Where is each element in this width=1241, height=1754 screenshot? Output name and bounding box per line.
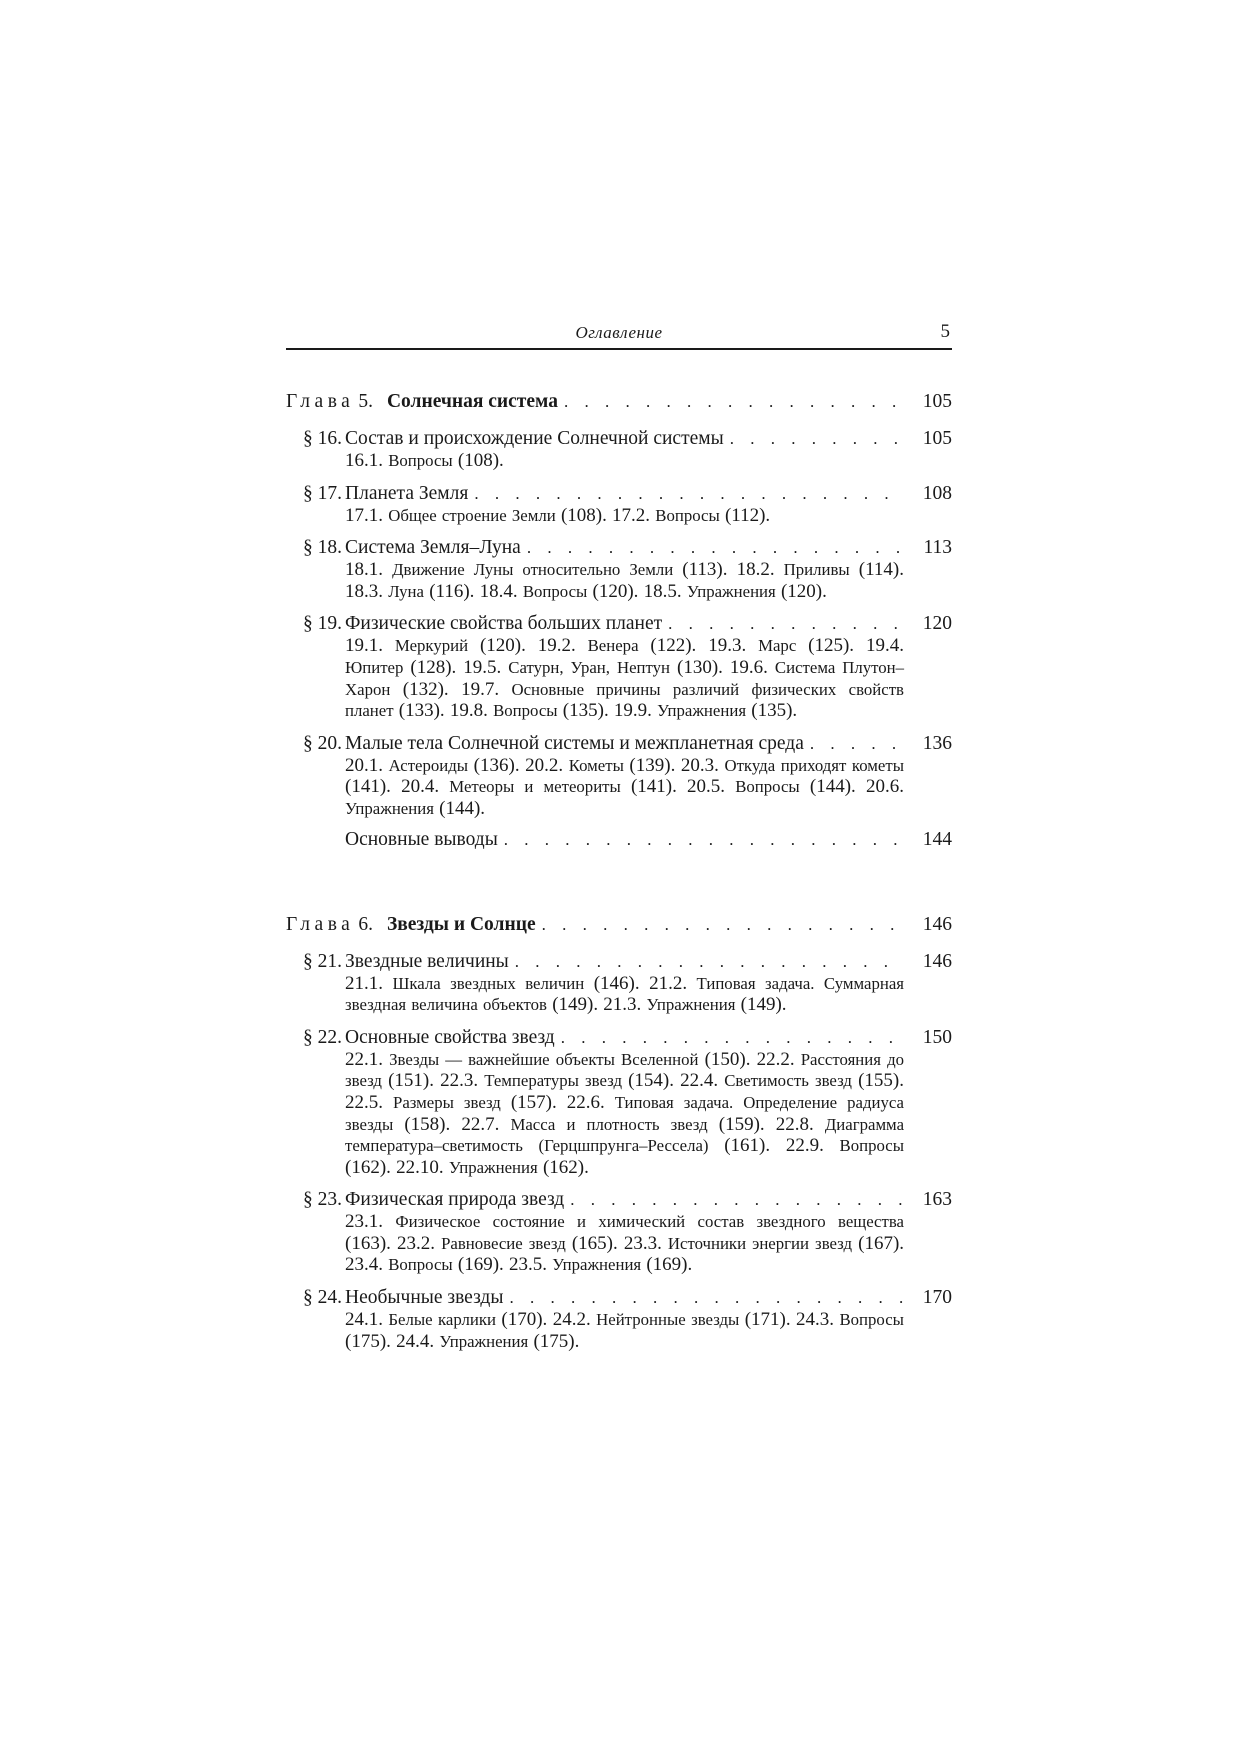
section-entry bbox=[286, 732, 952, 820]
dot-leader bbox=[542, 913, 904, 936]
subsection-number: 22.3. bbox=[440, 1070, 479, 1092]
subsection-page: (151). bbox=[388, 1070, 434, 1092]
subsection-page: (163). bbox=[345, 1232, 391, 1254]
subsection-title: Равновесие звезд bbox=[441, 1233, 566, 1253]
subsection-title: Вопросы bbox=[735, 777, 800, 797]
subsection-page: (170). bbox=[501, 1309, 548, 1331]
section-title: Основные свойства звезд bbox=[345, 1026, 555, 1048]
dot-leader bbox=[504, 828, 904, 851]
subsection-page: (133). bbox=[398, 700, 445, 722]
subsection-page: (136). bbox=[473, 754, 520, 776]
dot-leader bbox=[515, 950, 904, 973]
subsection-number: 19.1. bbox=[345, 635, 383, 657]
conclusion-entry bbox=[286, 828, 952, 851]
section-heading[interactable] bbox=[286, 536, 952, 559]
conclusion-heading[interactable] bbox=[286, 828, 952, 851]
subsection-page: (130). bbox=[677, 656, 723, 678]
subsection-number: 19.8. bbox=[449, 700, 488, 722]
section-heading[interactable] bbox=[286, 950, 952, 973]
section-title: Физическая природа звезд bbox=[345, 1189, 565, 1211]
subsection-title: Упражнения bbox=[345, 798, 434, 818]
subsection-number: 19.4. bbox=[865, 635, 904, 657]
subsection-title: Светимость звезд bbox=[724, 1071, 852, 1091]
subsection-number: 18.3. bbox=[345, 580, 383, 602]
chapter-number: 5. bbox=[358, 391, 373, 412]
subsection-page: (120). bbox=[780, 580, 827, 602]
subsection-title: Движение Луны относительно Земли bbox=[392, 560, 674, 580]
subsection-title: Меркурий bbox=[394, 636, 469, 656]
section-page: 146 bbox=[922, 950, 952, 972]
section-entry bbox=[286, 612, 952, 721]
subsection-page: (135). bbox=[562, 700, 609, 722]
subsection-number: 24.2. bbox=[552, 1309, 591, 1331]
subsection-title: Диаграмма температура–светимость (Герцшпрунга–Рессела) bbox=[345, 1114, 905, 1156]
subsection-number: 19.3. bbox=[708, 635, 747, 657]
chapter-page: 105 bbox=[922, 391, 952, 412]
subsection-page: (146). bbox=[593, 972, 640, 994]
chapter-heading[interactable] bbox=[286, 913, 952, 936]
section-number: § 17. bbox=[303, 482, 342, 504]
subsection-page: (116). bbox=[429, 580, 475, 602]
subsection-page: (144). bbox=[809, 776, 856, 798]
subsection-page: (108). bbox=[457, 450, 504, 471]
section-title: Планета Земля bbox=[345, 482, 469, 504]
subsection-title: Кометы bbox=[568, 755, 624, 775]
subsection-number: 22.10. bbox=[396, 1156, 444, 1178]
subsection-page: (157). bbox=[510, 1091, 557, 1113]
subsection-title: Луна bbox=[388, 581, 424, 601]
subsection-number: 20.1. bbox=[345, 754, 383, 776]
subsection-title: Расстояния до звезд bbox=[345, 1049, 904, 1091]
subsection-title: Вопросы bbox=[522, 581, 588, 601]
section-entry bbox=[286, 950, 952, 1016]
section-heading[interactable] bbox=[286, 732, 952, 755]
subsection-number: 17.2. bbox=[612, 504, 651, 526]
section-page: 136 bbox=[922, 732, 952, 754]
subsection-number: 20.3. bbox=[680, 754, 719, 776]
subsection-title: Вопросы bbox=[388, 451, 453, 470]
section-title: Состав и происхождение Солнечной системы bbox=[345, 428, 724, 449]
subsection-number: 16.1. bbox=[345, 450, 383, 471]
subsection-title: Юпитер bbox=[345, 657, 404, 677]
subsection-title: Температуры звезд bbox=[484, 1071, 622, 1091]
subsection-title: Астероиды bbox=[388, 755, 469, 775]
chapter-word: Глава bbox=[286, 391, 355, 412]
subsection-title: Упражнения bbox=[646, 995, 736, 1015]
page-number: 5 bbox=[940, 321, 950, 342]
section-page: 105 bbox=[922, 428, 952, 449]
subsection-page: (162). bbox=[542, 1156, 589, 1178]
chapter-block bbox=[286, 913, 952, 1353]
chapter-word: Глава bbox=[286, 913, 355, 935]
chapter-heading[interactable] bbox=[286, 390, 952, 413]
subsection-title: Звезды — важнейшие объекты Вселенной bbox=[389, 1049, 699, 1069]
subsection-page: (155). bbox=[858, 1070, 904, 1092]
subsection-page: (149). bbox=[552, 994, 599, 1016]
subsection-title: Вопросы bbox=[839, 1310, 904, 1330]
subsection-number: 19.5. bbox=[463, 656, 502, 678]
subsection-title: Упражнения bbox=[439, 1331, 529, 1351]
subsection-page: (114). bbox=[858, 559, 904, 581]
subsection-number: 23.1. bbox=[345, 1211, 383, 1233]
section-title: Физические свойства больших планет bbox=[345, 613, 663, 635]
section-number: § 16. bbox=[303, 428, 342, 449]
section-number: § 23. bbox=[303, 1189, 342, 1211]
subsection-page: (171). bbox=[744, 1309, 791, 1331]
section-page: 170 bbox=[922, 1287, 952, 1309]
chapter-block bbox=[286, 390, 952, 851]
subsection-page: (113). bbox=[682, 559, 728, 581]
dot-leader bbox=[570, 1188, 904, 1211]
subsection-title: Источники энергии звезд bbox=[667, 1233, 853, 1253]
section-title: Необычные звезды bbox=[345, 1287, 504, 1309]
subsection-page: (108). bbox=[560, 504, 607, 526]
subsection-page: (161). bbox=[724, 1135, 771, 1157]
subsection-number: 23.4. bbox=[345, 1254, 383, 1276]
subsection-title: Вопросы bbox=[493, 701, 558, 721]
subsection-title: Упражнения bbox=[657, 701, 747, 721]
section-title: Малые тела Солнечной системы и межпланетная среда bbox=[345, 732, 804, 754]
subsection-page: (141). bbox=[345, 776, 391, 798]
subsection-title: Основные причины различий физических свойств планет bbox=[345, 679, 904, 721]
subsection-page: (120). bbox=[479, 635, 526, 657]
subsection-list bbox=[345, 1211, 904, 1276]
subsection-page: (135). bbox=[751, 700, 798, 722]
subsection-title: Нейтронные звезды bbox=[596, 1310, 740, 1330]
subsection-title: Размеры звезд bbox=[392, 1092, 501, 1112]
chapter-title: Солнечная система bbox=[386, 391, 558, 412]
subsection-page: (175). bbox=[345, 1330, 391, 1352]
dot-leader bbox=[474, 482, 904, 505]
subsection-number: 17.1. bbox=[345, 504, 383, 526]
running-head-title: Оглавление bbox=[575, 323, 663, 342]
subsection-number: 21.3. bbox=[603, 994, 642, 1016]
subsection-page: (169). bbox=[646, 1254, 693, 1276]
subsection-number: 22.6. bbox=[566, 1091, 605, 1113]
subsection-number: 19.2. bbox=[537, 635, 576, 657]
dot-leader bbox=[509, 1286, 904, 1309]
section-entry bbox=[286, 482, 952, 527]
subsection-number: 21.1. bbox=[345, 972, 383, 994]
conclusion-title: Основные выводы bbox=[345, 828, 498, 850]
subsection-number: 18.2. bbox=[736, 559, 775, 581]
subsection-page: (150). bbox=[704, 1048, 751, 1070]
subsection-list bbox=[345, 505, 904, 527]
subsection-title: Система Плутон–Харон bbox=[345, 657, 905, 699]
subsection-page: (112). bbox=[724, 504, 771, 526]
dot-leader bbox=[564, 390, 904, 413]
subsection-page: (141). bbox=[630, 776, 677, 798]
subsection-page: (162). bbox=[345, 1156, 391, 1178]
subsection-title: Типовая задача. Суммарная звездная величина объектов bbox=[345, 973, 904, 1015]
subsection-number: 19.7. bbox=[461, 678, 500, 700]
section-page: 150 bbox=[922, 1026, 952, 1048]
subsection-page: (169). bbox=[457, 1254, 504, 1276]
subsection-page: (132). bbox=[402, 678, 449, 700]
subsection-page: (122). bbox=[650, 635, 697, 657]
section-heading[interactable] bbox=[286, 612, 952, 635]
section-heading[interactable] bbox=[286, 1188, 952, 1211]
section-number: § 21. bbox=[303, 950, 342, 972]
section-heading[interactable] bbox=[286, 1286, 952, 1309]
subsection-number: 20.2. bbox=[525, 754, 564, 776]
chapter-title: Звезды и Солнце bbox=[386, 913, 536, 935]
subsection-number: 19.6. bbox=[729, 656, 768, 678]
dot-leader bbox=[527, 536, 904, 559]
subsection-title: Приливы bbox=[783, 560, 850, 580]
subsection-number: 20.4. bbox=[401, 776, 440, 798]
subsection-number: 23.2. bbox=[396, 1232, 435, 1254]
subsection-number: 22.9. bbox=[785, 1135, 824, 1157]
running-head bbox=[286, 318, 952, 350]
subsection-page: (120). bbox=[592, 580, 639, 602]
subsection-title: Вопросы bbox=[655, 505, 720, 525]
subsection-title: Марс bbox=[758, 636, 797, 656]
subsection-title: Сатурн, Уран, Нептун bbox=[508, 657, 671, 677]
subsection-list bbox=[345, 1049, 904, 1179]
toc-page bbox=[286, 318, 952, 1352]
section-number: § 24. bbox=[303, 1287, 342, 1309]
section-entry bbox=[286, 427, 952, 472]
subsection-number: 22.7. bbox=[461, 1113, 500, 1135]
subsection-page: (165). bbox=[571, 1232, 618, 1254]
subsection-page: (154). bbox=[628, 1070, 674, 1092]
section-entry bbox=[286, 1026, 952, 1179]
subsection-page: (144). bbox=[439, 797, 486, 819]
subsection-title: Венера bbox=[587, 636, 639, 656]
subsection-list bbox=[345, 450, 904, 472]
subsection-page: (175). bbox=[533, 1330, 580, 1352]
subsection-number: 22.1. bbox=[345, 1048, 383, 1070]
subsection-page: (128). bbox=[410, 656, 457, 678]
subsection-number: 22.8. bbox=[775, 1113, 814, 1135]
section-entry bbox=[286, 536, 952, 602]
section-page: 120 bbox=[922, 613, 952, 635]
subsection-page: (139). bbox=[629, 754, 676, 776]
chapter-number: 6. bbox=[358, 913, 373, 935]
section-heading[interactable] bbox=[286, 427, 952, 450]
chapter-page: 146 bbox=[922, 913, 952, 935]
subsection-number: 20.6. bbox=[865, 776, 904, 798]
section-number: § 20. bbox=[303, 732, 342, 754]
subsection-list bbox=[345, 973, 904, 1016]
subsection-title: Масса и плотность звезд bbox=[510, 1114, 708, 1134]
subsection-title: Упражнения bbox=[552, 1255, 642, 1275]
section-entry bbox=[286, 1286, 952, 1352]
subsection-page: (158). bbox=[404, 1113, 451, 1135]
subsection-number: 23.5. bbox=[509, 1254, 548, 1276]
subsection-number: 24.4. bbox=[396, 1330, 435, 1352]
subsection-number: 24.1. bbox=[345, 1309, 383, 1331]
dot-leader bbox=[730, 427, 904, 450]
subsection-number: 23.3. bbox=[623, 1232, 662, 1254]
section-title: Система Земля–Луна bbox=[345, 537, 521, 559]
subsection-number: 21.2. bbox=[649, 972, 688, 994]
section-number: § 22. bbox=[303, 1026, 342, 1048]
subsection-number: 22.4. bbox=[680, 1070, 719, 1092]
subsection-page: (125). bbox=[808, 635, 855, 657]
subsection-title: Упражнения bbox=[448, 1157, 538, 1177]
subsection-title: Типовая задача. Определение радиуса звезды bbox=[345, 1092, 904, 1134]
section-title: Звездные величины bbox=[345, 950, 509, 972]
conclusion-page: 144 bbox=[922, 828, 952, 850]
section-page: 108 bbox=[922, 482, 952, 504]
subsection-page: (167). bbox=[858, 1232, 905, 1254]
subsection-number: 18.5. bbox=[643, 580, 682, 602]
subsection-title: Метеоры и метеориты bbox=[449, 777, 621, 797]
subsection-number: 22.2. bbox=[756, 1048, 795, 1070]
subsection-title: Белые карлики bbox=[388, 1310, 496, 1330]
subsection-title: Откуда приходят кометы bbox=[724, 755, 904, 775]
section-number: § 18. bbox=[303, 537, 342, 559]
section-number: § 19. bbox=[303, 613, 342, 635]
subsection-number: 20.5. bbox=[687, 776, 726, 798]
subsection-page: (149). bbox=[740, 994, 787, 1016]
subsection-number: 24.3. bbox=[796, 1309, 835, 1331]
subsection-number: 19.9. bbox=[613, 700, 652, 722]
section-heading[interactable] bbox=[286, 482, 952, 505]
subsection-number: 18.4. bbox=[479, 580, 518, 602]
subsection-list bbox=[345, 1309, 904, 1352]
subsection-title: Упражнения bbox=[686, 581, 776, 601]
dot-leader bbox=[668, 612, 904, 635]
subsection-title: Шкала звездных величин bbox=[392, 973, 585, 993]
section-page: 113 bbox=[923, 537, 952, 559]
section-entry bbox=[286, 1188, 952, 1276]
table-of-contents bbox=[286, 390, 952, 1352]
subsection-page: (159). bbox=[718, 1113, 765, 1135]
subsection-title: Вопросы bbox=[839, 1136, 905, 1156]
subsection-title: Вопросы bbox=[388, 1255, 453, 1275]
dot-leader bbox=[561, 1026, 904, 1049]
subsection-title: Общее строение Земли bbox=[388, 505, 556, 525]
dot-leader bbox=[810, 732, 904, 755]
subsection-list bbox=[345, 559, 904, 602]
subsection-title: Физическое состояние и химический состав звездного вещества bbox=[395, 1212, 904, 1232]
section-heading[interactable] bbox=[286, 1026, 952, 1049]
section-page: 163 bbox=[922, 1189, 952, 1211]
subsection-number: 18.1. bbox=[345, 559, 383, 581]
subsection-list bbox=[345, 635, 904, 721]
subsection-number: 22.5. bbox=[345, 1091, 383, 1113]
subsection-list bbox=[345, 755, 904, 820]
